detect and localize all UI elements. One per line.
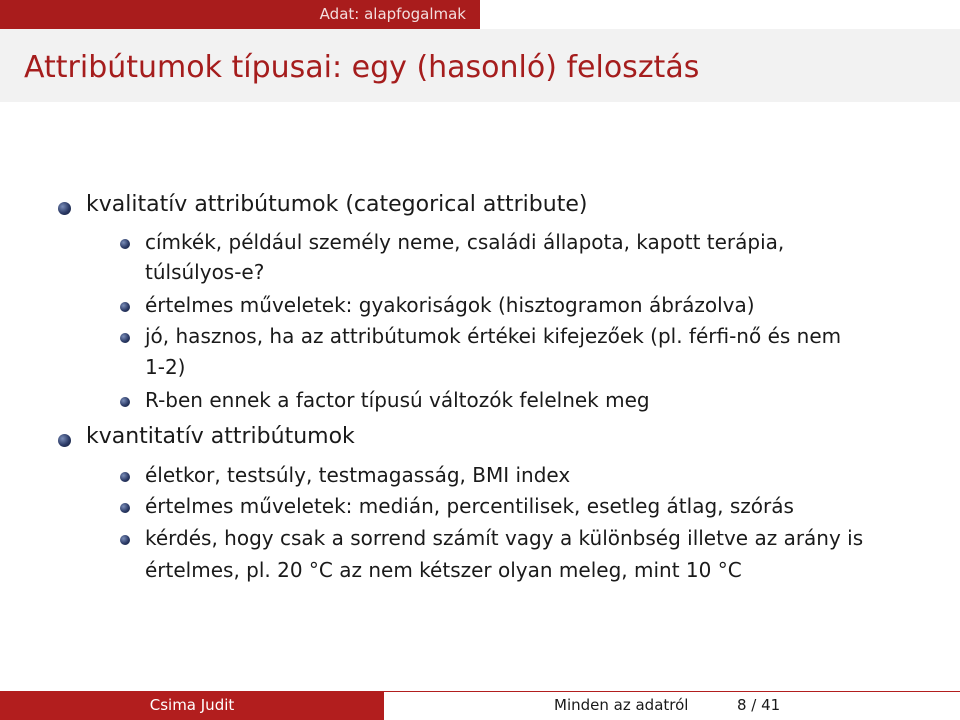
list-item-level2: kérdés, hogy csak a sorrend számít vagy a különbség illetve az arány is: [145, 526, 864, 550]
section-title: Adat: alapfogalmak: [0, 0, 480, 29]
slide-title: Attribútumok típusai: egy (hasonló) felosztás: [24, 50, 700, 85]
footer-short-title: Minden az adatról: [554, 696, 689, 714]
list-item-level1: kvalitatív attribútumok (categorical attribute): [86, 192, 588, 217]
list-item-level2: jó, hasznos, ha az attribútumok értékei kifejezőek (pl. férfi-nő és nem: [145, 324, 842, 348]
list-item-level2-cont: túlsúlyos-e?: [145, 260, 265, 284]
list-item-level2: életkor, testsúly, testmagasság, BMI index: [145, 463, 571, 487]
bullet-icon: [120, 239, 130, 249]
list-item-level2-cont: értelmes, pl. 20 °C az nem kétszer olyan meleg, mint 10 °C: [145, 558, 742, 582]
footer: [0, 691, 960, 720]
list-item-level2: értelmes műveletek: medián, percentilisek, esetleg átlag, szórás: [145, 494, 794, 518]
bullet-icon: [120, 397, 130, 407]
list-item-level2: értelmes műveletek: gyakoriságok (hisztogramon ábrázolva): [145, 293, 755, 317]
list-item-level2: címkék, például személy neme, családi állapota, kapott terápia,: [145, 230, 785, 254]
bullet-icon: [120, 333, 130, 343]
bullet-icon: [120, 535, 130, 545]
footer-author: Csima Judit: [149, 696, 235, 714]
page-number: 8 / 41: [737, 696, 781, 714]
list-item-level1: kvantitatív attribútumok: [86, 424, 355, 449]
bullet-icon: [120, 302, 130, 312]
bullet-icon: [58, 202, 71, 215]
list-item-level2-cont: 1-2): [145, 355, 186, 379]
bullet-icon: [120, 503, 130, 513]
list-item-level2: R-ben ennek a factor típusú változók felelnek meg: [145, 388, 650, 412]
bullet-icon: [58, 434, 71, 447]
bullet-icon: [120, 472, 130, 482]
